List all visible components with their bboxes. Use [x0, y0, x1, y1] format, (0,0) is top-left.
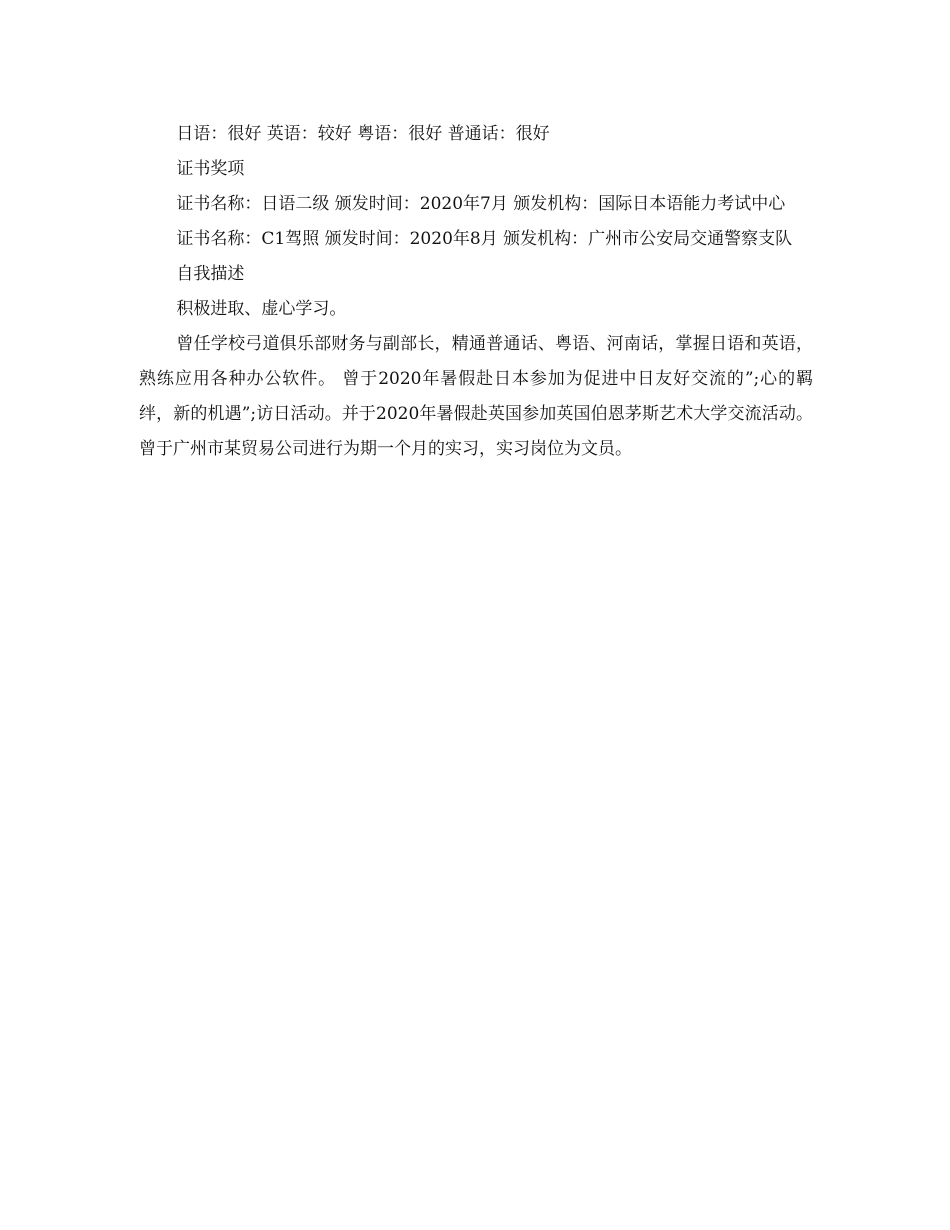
certificate-entry: 证书名称：C1驾照 颁发时间：2020年8月 颁发机构：广州市公安局交通警察支队	[176, 229, 793, 249]
language-skills-line: 日语：很好 英语：较好 粤语：很好 普通话：很好	[176, 124, 550, 144]
section-heading-self-description: 自我描述	[176, 264, 245, 284]
section-heading-certificates: 证书奖项	[176, 159, 245, 179]
self-description-summary: 积极进取、虚心学习。	[176, 299, 347, 319]
certificate-entry: 证书名称：日语二级 颁发时间：2020年7月 颁发机构：国际日本语能力考试中心	[176, 194, 786, 214]
document-body	[139, 117, 813, 467]
self-description-detail: 曾任学校弓道俱乐部财务与副部长，精通普通话、粤语、河南话，掌握日语和英语，熟练应用各种办公软件。 曾于2020年暑假赴日本参加为促进中日友好交流的”;心的羁绊，新的机遇”;访日活动。并于2020年暑假赴英国参加英国伯恩茅斯艺术大学交流活动。 曾于广州市某贸易公司进行为期一个月的实习，实习岗位为文员。	[139, 334, 813, 459]
